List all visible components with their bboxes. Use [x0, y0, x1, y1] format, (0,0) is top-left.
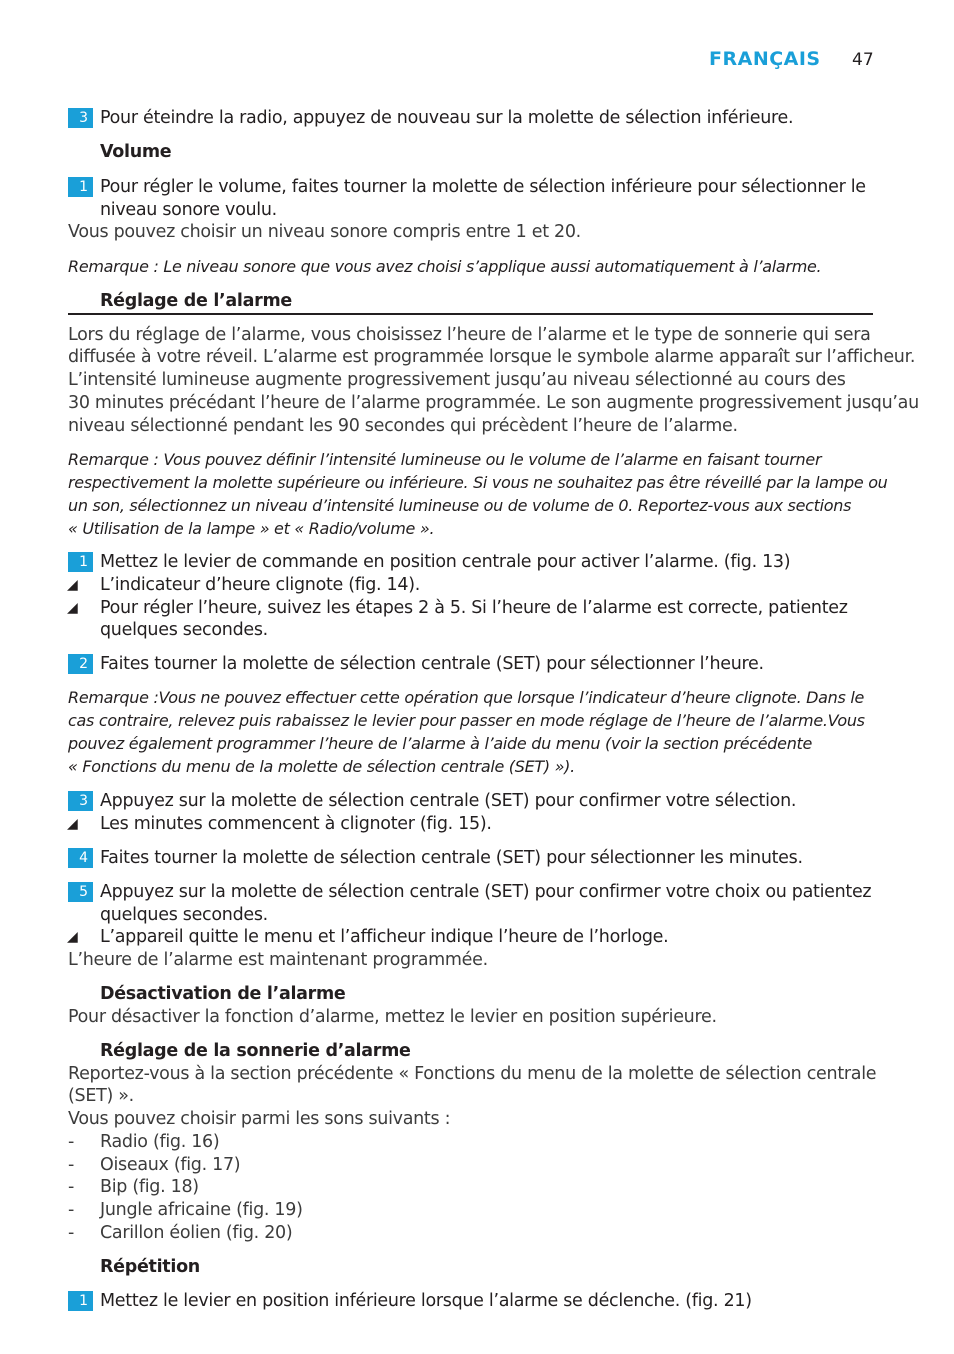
step-number: 1 — [68, 1291, 93, 1311]
note-line: « Fonctions du menu de la molette de sélection centrale (SET) »). — [68, 757, 575, 776]
list-item: Radio (fig. 16) — [100, 1132, 220, 1152]
bullet-text: Les minutes commencent à clignoter (fig. 15). — [100, 814, 492, 834]
paragraph-line: (SET) ». — [68, 1086, 134, 1106]
triangle-bullet-icon: ◢ — [67, 577, 78, 593]
section-heading-alarm-sound: Réglage de la sonnerie d’alarme — [100, 1041, 411, 1061]
dash-bullet: - — [68, 1155, 75, 1175]
note-line: pouvez également programmer l’heure de l’alarme à l’aide du menu (voir la section précédente — [68, 734, 813, 753]
paragraph-line: diffusée à votre réveil. L’alarme est programmée lorsque le symbole alarme apparaît sur l’afficheur. — [68, 347, 916, 367]
step-number: 1 — [68, 552, 93, 572]
note-line: respectivement la molette supérieure ou inférieure. Si vous ne souhaitez pas être réveillé par la lampe ou — [68, 473, 888, 492]
step-text-continued: niveau sonore voulu. — [100, 200, 277, 220]
step-text: Appuyez sur la molette de sélection centrale (SET) pour confirmer votre sélection. — [100, 791, 797, 811]
step-number: 5 — [68, 882, 93, 902]
triangle-bullet-icon: ◢ — [67, 929, 78, 945]
triangle-bullet-icon: ◢ — [67, 816, 78, 832]
paragraph-line: Reportez-vous à la section précédente « Fonctions du menu de la molette de sélection centrale — [68, 1064, 877, 1084]
note-line: un son, sélectionnez un niveau d’intensité lumineuse ou de volume de 0. Reportez-vous aux sections — [68, 496, 852, 515]
section-heading-repeat: Répétition — [100, 1257, 200, 1277]
bullet-text: L’indicateur d’heure clignote (fig. 14). — [100, 575, 421, 595]
step-text: Pour régler le volume, faites tourner la molette de sélection inférieure pour sélectionner le — [100, 177, 866, 197]
note-line: Remarque : Vous pouvez définir l’intensité lumineuse ou le volume de l’alarme en faisant tourner — [68, 450, 822, 469]
step-number: 3 — [68, 791, 93, 811]
list-item: Oiseaux (fig. 17) — [100, 1155, 241, 1175]
step-number: 4 — [68, 848, 93, 868]
list-item: Carillon éolien (fig. 20) — [100, 1223, 293, 1243]
paragraph-line: Lors du réglage de l’alarme, vous choisissez l’heure de l’alarme et le type de sonnerie qui sera — [68, 325, 871, 345]
info-text: L’heure de l’alarme est maintenant programmée. — [68, 950, 488, 970]
step-text: Appuyez sur la molette de sélection centrale (SET) pour confirmer votre choix ou patientez — [100, 882, 872, 902]
note-line: « Utilisation de la lampe » et « Radio/volume ». — [68, 519, 435, 538]
paragraph-line: L’intensité lumineuse augmente progressivement jusqu’au niveau sélectionné au cours des — [68, 370, 846, 390]
paragraph-line: niveau sélectionné pendant les 90 secondes qui précèdent l’heure de l’alarme. — [68, 416, 738, 436]
triangle-bullet-icon: ◢ — [67, 600, 78, 616]
step-number: 1 — [68, 177, 93, 197]
step-number: 2 — [68, 654, 93, 674]
step-text-continued: quelques secondes. — [100, 905, 268, 925]
section-heading-volume: Volume — [100, 142, 172, 162]
info-text: Vous pouvez choisir un niveau sonore compris entre 1 et 20. — [68, 222, 581, 242]
language-header: FRANÇAIS — [709, 48, 821, 70]
step-number: 3 — [68, 108, 93, 128]
dash-bullet: - — [68, 1132, 75, 1152]
bullet-text-continued: quelques secondes. — [100, 620, 268, 640]
paragraph-line: Vous pouvez choisir parmi les sons suivants : — [68, 1109, 451, 1129]
section-heading-alarm-off: Désactivation de l’alarme — [100, 984, 346, 1004]
step-text: Faites tourner la molette de sélection centrale (SET) pour sélectionner l’heure. — [100, 654, 764, 674]
note-line: cas contraire, relevez puis rabaissez le levier pour passer en mode réglage de l’heure de l’alarme.Vous — [68, 711, 865, 730]
dash-bullet: - — [68, 1200, 75, 1220]
dash-bullet: - — [68, 1177, 75, 1197]
dash-bullet: - — [68, 1223, 75, 1243]
bullet-text: L’appareil quitte le menu et l’afficheur indique l’heure de l’horloge. — [100, 927, 669, 947]
step-text: Pour éteindre la radio, appuyez de nouveau sur la molette de sélection inférieure. — [100, 108, 794, 128]
bullet-text: Pour régler l’heure, suivez les étapes 2 à 5. Si l’heure de l’alarme est correcte, patientez — [100, 598, 848, 618]
list-item: Bip (fig. 18) — [100, 1177, 199, 1197]
step-text: Mettez le levier de commande en position centrale pour activer l’alarme. (fig. 13) — [100, 552, 791, 572]
note-text: Remarque : Le niveau sonore que vous avez choisi s’applique aussi automatiquement à l’alarme. — [68, 257, 822, 276]
step-text: Faites tourner la molette de sélection centrale (SET) pour sélectionner les minutes. — [100, 848, 803, 868]
paragraph-line: 30 minutes précédant l’heure de l’alarme programmée. Le son augmente progressivement jusqu’au — [68, 393, 919, 413]
section-heading-alarm-setting: Réglage de l’alarme — [100, 291, 292, 311]
paragraph-text: Pour désactiver la fonction d’alarme, mettez le levier en position supérieure. — [68, 1007, 717, 1027]
note-line: Remarque :Vous ne pouvez effectuer cette opération que lorsque l’indicateur d’heure clignote. Dans le — [68, 688, 865, 707]
section-divider — [68, 313, 873, 315]
list-item: Jungle africaine (fig. 19) — [100, 1200, 303, 1220]
page-number: 47 — [852, 50, 874, 70]
step-text: Mettez le levier en position inférieure lorsque l’alarme se déclenche. (fig. 21) — [100, 1291, 752, 1311]
